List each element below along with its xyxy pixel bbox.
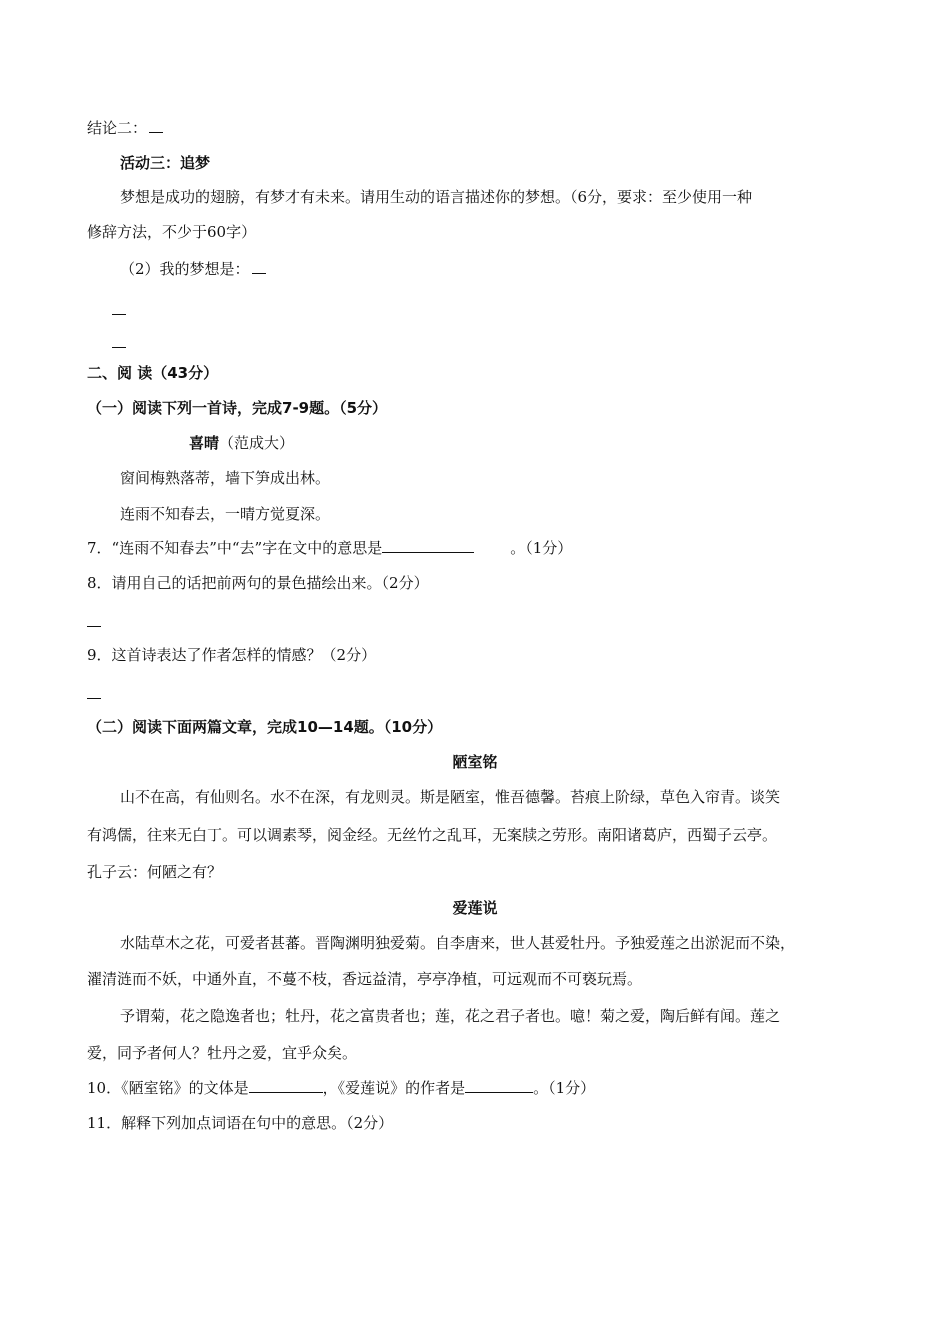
question-10: 10．《陋室铭》的文体是 ，《爱莲说》的作者是 。（1分） <box>87 1079 596 1097</box>
poem-author: （范成大） <box>219 434 295 452</box>
poem-line-1: 窗间梅熟落蒂，墙下笋成出林。 <box>120 469 331 487</box>
question-8: 8．请用自己的话把前两句的景色描绘出来。（2分） <box>87 574 429 592</box>
answer-line[interactable] <box>110 333 126 353</box>
answer-blank[interactable] <box>382 538 474 553</box>
article-2-line-2: 濯清涟而不妖，中通外直，不蔓不枝，香远益清，亭亭净植，可远观而不可亵玩焉。 <box>87 970 643 988</box>
article-1-title: 陋室铭 <box>452 753 498 771</box>
answer-blank[interactable] <box>252 261 266 274</box>
answer-line[interactable] <box>85 684 101 704</box>
activity-3-title: 活动三：追梦 <box>120 154 211 172</box>
answer-blank[interactable] <box>249 1078 323 1093</box>
question-11: 11．解释下列加点词语在句中的意思。（2分） <box>87 1114 394 1132</box>
section-2-title: 二、阅 读（43分） <box>87 364 219 382</box>
question-9: 9．这首诗表达了作者怎样的情感？（2分） <box>87 646 377 664</box>
question-7: 7．“连雨不知春去”中“去”字在文中的意思是 。（1分） <box>87 539 573 557</box>
article-1-line-3: 孔子云：何陋之有？ <box>87 863 223 881</box>
article-2-line-4: 爱，同予者何人？牡丹之爱，宜乎众矣。 <box>87 1044 358 1062</box>
poem-title: 喜晴 <box>189 434 220 452</box>
answer-blank[interactable] <box>87 614 101 627</box>
article-2-line-1: 水陆草木之花，可爱者甚蕃。晋陶渊明独爱菊。自李唐来，世人甚爱牡丹。予独爱莲之出淤泥而不染， <box>120 934 796 952</box>
part-1-title: （一）阅读下列一首诗，完成7-9题。（5分） <box>87 399 388 417</box>
article-1-line-2: 有鸿儒，往来无白丁。可以调素琴，阅金经。无丝竹之乱耳，无案牍之劳形。南阳诸葛庐，西蜀子云亭。 <box>87 826 778 844</box>
article-2-title: 爱莲说 <box>452 899 498 917</box>
dream-question: （2）我的梦想是： <box>120 259 266 279</box>
activity-3-prompt-line-2: 修辞方法，不少于60字） <box>87 223 257 241</box>
conclusion-2: 结论二： <box>87 118 163 138</box>
answer-blank[interactable] <box>465 1078 533 1093</box>
answer-line[interactable] <box>85 612 101 632</box>
part-2-title: （二）阅读下面两篇文章，完成10—14题。（10分） <box>87 718 443 736</box>
answer-blank[interactable] <box>112 302 126 315</box>
answer-line[interactable] <box>110 300 126 320</box>
poem-heading <box>189 433 294 453</box>
answer-blank[interactable] <box>87 686 101 699</box>
poem-line-2: 连雨不知春去，一晴方觉夏深。 <box>120 505 331 523</box>
answer-blank[interactable] <box>149 120 163 133</box>
article-1-line-1: 山不在高，有仙则名。水不在深，有龙则灵。斯是陋室，惟吾德馨。苔痕上阶绿，草色入帘青。谈笑 <box>120 788 781 806</box>
activity-3-prompt-line-1: 梦想是成功的翅膀，有梦才有未来。请用生动的语言描述你的梦想。（6分，要求：至少使用一种 <box>120 188 753 206</box>
article-2-line-3: 予谓菊，花之隐逸者也；牡丹，花之富贵者也；莲，花之君子者也。噫！菊之爱，陶后鲜有闻。莲之 <box>120 1007 781 1025</box>
answer-blank[interactable] <box>112 335 126 348</box>
